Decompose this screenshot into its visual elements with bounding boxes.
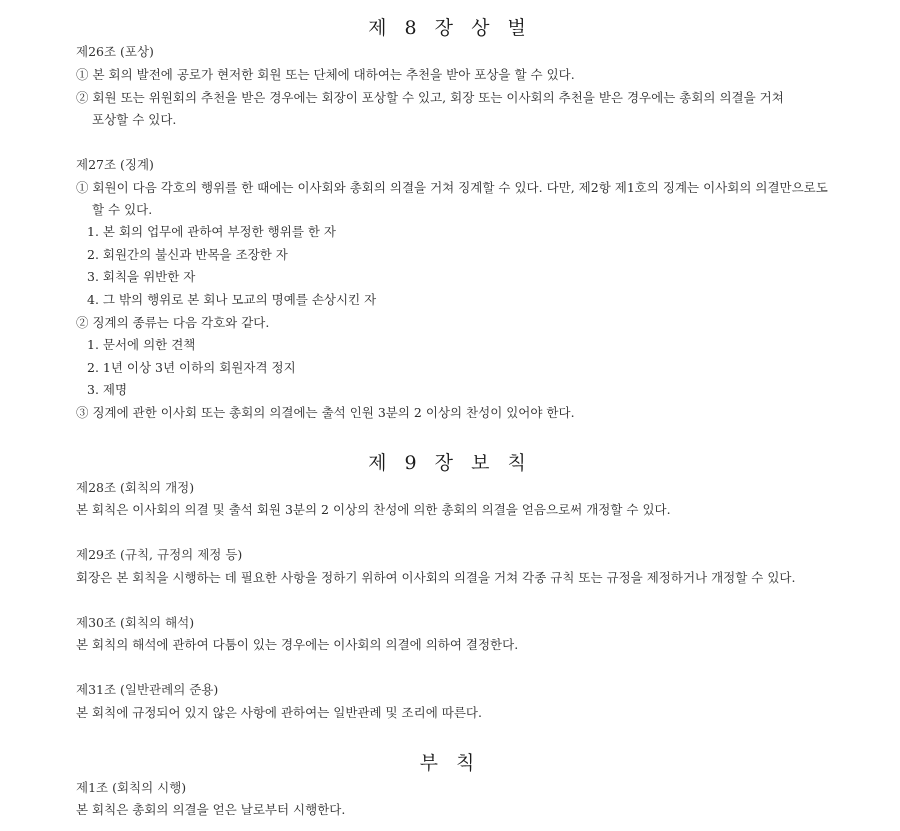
list-item: 3. 제명 <box>87 382 128 397</box>
article-29-body: 회장은 본 회칙을 시행하는 데 필요한 사항을 정하기 위하여 이사회의 의결을 거쳐 각종 규칙 또는 규정을 제정하거나 개정할 수 있다. <box>76 570 796 585</box>
supplementary-title: 부 칙 <box>419 752 481 774</box>
article-28-body: 본 회칙은 이사회의 의결 및 출석 회원 3분의 2 이상의 찬성에 의한 총회의 의결을 얻음으로써 개정할 수 있다. <box>76 502 671 517</box>
list-item: 1. 본 회의 업무에 관하여 부정한 행위를 한 자 <box>87 224 336 239</box>
supplementary-article-1-body: 본 회칙은 총회의 의결을 얻은 날로부터 시행한다. <box>76 802 346 817</box>
list-item: 2. 1년 이상 3년 이하의 회원자격 정지 <box>87 360 296 375</box>
article-26-heading: 제26조 (포상) <box>76 44 154 59</box>
article-30-body: 본 회칙의 해석에 관하여 다툼이 있는 경우에는 이사회의 의결에 의하여 결정한다. <box>76 637 519 652</box>
list-item: 2. 회원간의 불신과 반목을 조장한 자 <box>87 247 288 262</box>
list-item: 4. 그 밖의 행위로 본 회나 모교의 명예를 손상시킨 자 <box>87 292 377 307</box>
chapter-8-title: 제 8 장 상 벌 <box>368 17 532 39</box>
chapter-9-title: 제 9 장 보 칙 <box>368 452 532 474</box>
article-27-paragraph-3: ③ 징계에 관한 이사회 또는 총회의 의결에는 출석 인원 3분의 2 이상의 찬성이 있어야 한다. <box>76 405 575 420</box>
article-27-heading: 제27조 (징계) <box>76 157 154 172</box>
supplementary-article-1-heading: 제1조 (회칙의 시행) <box>76 780 187 795</box>
article-27-paragraph-1-cont: 할 수 있다. <box>92 202 153 217</box>
article-31-heading: 제31조 (일반관례의 준용) <box>76 682 219 697</box>
list-item: 3. 회칙을 위반한 자 <box>87 269 196 284</box>
article-27-paragraph-1: ① 회원이 다음 각호의 행위를 한 때에는 이사회와 총회의 의결을 거쳐 징계할 수 있다. 다만, 제2항 제1호의 징계는 이사회의 의결만으로도 <box>76 180 828 195</box>
article-31-body: 본 회칙에 규정되어 있지 않은 사항에 관하여는 일반관례 및 조리에 따른다. <box>76 705 482 720</box>
list-item: 1. 문서에 의한 견책 <box>87 337 196 352</box>
article-30-heading: 제30조 (회칙의 해석) <box>76 615 195 630</box>
article-26-paragraph-2-cont: 포상할 수 있다. <box>92 112 177 127</box>
article-27-paragraph-2: ② 징계의 종류는 다음 각호와 같다. <box>76 315 270 330</box>
article-28-heading: 제28조 (회칙의 개정) <box>76 480 195 495</box>
article-29-heading: 제29조 (규칙, 규정의 제정 등) <box>76 547 243 562</box>
article-26-paragraph-1: ① 본 회의 발전에 공로가 현저한 회원 또는 단체에 대하여는 추천을 받아 포상을 할 수 있다. <box>76 67 575 82</box>
article-26-paragraph-2: ② 회원 또는 위원회의 추천을 받은 경우에는 회장이 포상할 수 있고, 회장 또는 이사회의 추천을 받은 경우에는 총회의 의결을 거쳐 <box>76 90 784 105</box>
